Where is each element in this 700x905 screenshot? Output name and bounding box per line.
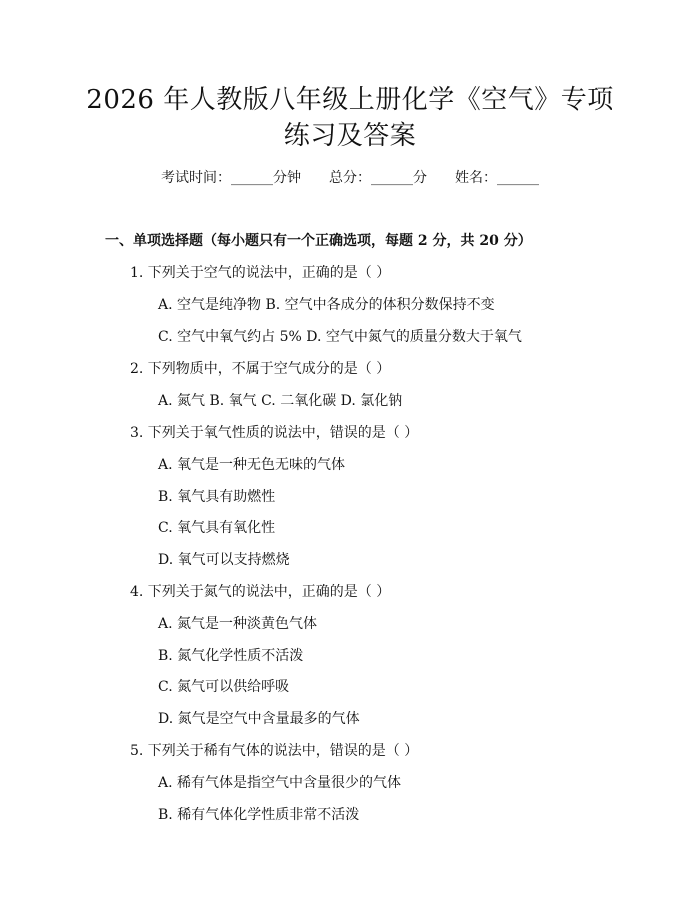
question-3-option-c: C. 氧气具有氧化性 bbox=[158, 520, 276, 536]
question-3-option-b: B. 氧气具有助燃性 bbox=[158, 489, 276, 505]
question-4-option-a: A. 氮气是一种淡黄色气体 bbox=[158, 616, 318, 632]
exam-time: 考试时间：______分钟 bbox=[161, 170, 301, 186]
question-5-option-b: B. 稀有气体化学性质非常不活泼 bbox=[158, 807, 360, 823]
question-2: 2. 下列物质中，不属于空气成分的是（ ） bbox=[130, 361, 391, 377]
question-3-option-d: D. 氧气可以支持燃烧 bbox=[158, 552, 290, 568]
page-title-line-2: 练习及答案 bbox=[283, 121, 417, 151]
question-4-option-b: B. 氮气化学性质不活泼 bbox=[158, 648, 304, 664]
question-2-options: A. 氮气 B. 氧气 C. 二氧化碳 D. 氯化钠 bbox=[158, 393, 403, 409]
question-5: 5. 下列关于稀有气体的说法中，错误的是（ ） bbox=[130, 743, 419, 759]
exam-name: 姓名：______ bbox=[455, 170, 539, 186]
question-1-options-cd: C. 空气中氧气约占 5% D. 空气中氮气的质量分数大于氧气 bbox=[158, 329, 522, 345]
question-3-option-a: A. 氧气是一种无色无味的气体 bbox=[158, 457, 346, 473]
question-1: 1. 下列关于空气的说法中，正确的是（ ） bbox=[130, 265, 391, 281]
page-title-line-1: 2026 年人教版八年级上册化学《空气》专项 bbox=[86, 85, 614, 115]
section-heading: 一、单项选择题（每小题只有一个正确选项，每题 2 分，共 20 分） bbox=[105, 233, 532, 249]
question-4-option-d: D. 氮气是空气中含量最多的气体 bbox=[158, 711, 360, 727]
question-3: 3. 下列关于氧气性质的说法中，错误的是（ ） bbox=[130, 425, 419, 441]
question-4-option-c: C. 氮气可以供给呼吸 bbox=[158, 679, 290, 695]
exam-meta bbox=[0, 167, 700, 187]
question-4: 4. 下列关于氮气的说法中，正确的是（ ） bbox=[130, 584, 391, 600]
exam-total-score: 总分：______分 bbox=[329, 170, 427, 186]
question-5-option-a: A. 稀有气体是指空气中含量很少的气体 bbox=[158, 775, 402, 791]
question-1-options-ab: A. 空气是纯净物 B. 空气中各成分的体积分数保持不变 bbox=[158, 297, 495, 313]
